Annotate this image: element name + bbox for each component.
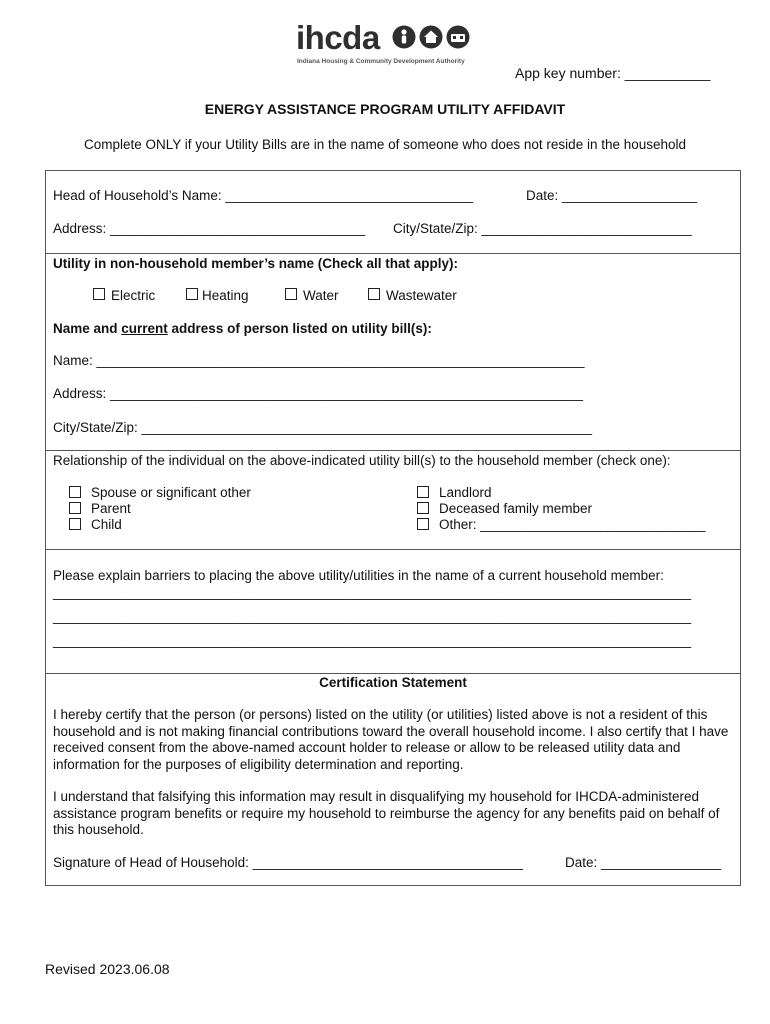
barriers-line-3[interactable]: _____________________________________________________________________________________ [53, 633, 692, 648]
child-checkbox[interactable] [69, 518, 81, 530]
household-city-field[interactable]: City/State/Zip: ____________________________ [393, 221, 692, 236]
child-label: Child [91, 517, 122, 532]
certification-paragraph-2: I understand that falsifying this information may result in disqualifying my household for IHCDA-administered assistance program benefits or require my household to reimburse the agency for any benefits paid on behalf of this household. [53, 789, 720, 837]
spouse-label: Spouse or significant other [91, 485, 251, 500]
logo-wordmark: ihcda [296, 19, 380, 56]
signature-field[interactable]: Signature of Head of Household: ____________________________________ [53, 855, 523, 870]
electric-label: Electric [111, 288, 156, 303]
barriers-heading: Please explain barriers to placing the above utility/utilities in the name of a current household member: [53, 568, 664, 583]
form-subtitle: Complete ONLY if your Utility Bills are in the name of someone who does not reside in the household [83, 137, 687, 152]
barriers-line-1[interactable]: _____________________________________________________________________________________ [53, 585, 692, 600]
house-icon [419, 25, 443, 49]
person-icon [392, 25, 416, 49]
logo-icons [392, 25, 470, 49]
signature-date-field[interactable]: Date: ________________ [565, 855, 722, 870]
bill-person-city-field[interactable]: City/State/Zip: ____________________________________________________________ [53, 420, 593, 435]
bill-person-name-field[interactable]: Name: _________________________________________________________________ [53, 353, 585, 368]
bill-person-heading-current: current [121, 321, 168, 336]
certification-heading: Certification Statement [319, 675, 467, 690]
household-address-field[interactable]: Address: __________________________________ [53, 221, 366, 236]
heating-label: Heating [202, 288, 249, 303]
deceased-label: Deceased family member [439, 501, 593, 516]
community-icon [446, 25, 470, 49]
landlord-label: Landlord [439, 485, 492, 500]
water-checkbox[interactable] [285, 288, 297, 300]
certification-paragraph-1: I hereby certify that the person (or persons) listed on the utility (or utilities) listed above is not a resident of this household and is not making financial contributions toward the overall household income. I also certify that I have received consent from the above-named account holder to release or allow to be released utility data and information for the purposes of eligibility determination and reporting. [53, 707, 729, 772]
other-field[interactable]: Other: ______________________________ [439, 517, 706, 532]
parent-label: Parent [91, 501, 131, 516]
household-section [45, 170, 741, 254]
bill-person-heading-post: address of person listed on utility bill(s): [167, 321, 432, 336]
parent-checkbox[interactable] [69, 502, 81, 514]
other-checkbox[interactable] [417, 518, 429, 530]
utility-heading: Utility in non-household member’s name (Check all that apply): [53, 256, 459, 271]
logo-subtitle: Indiana Housing & Community Development Authority [297, 58, 465, 65]
bill-person-heading-pre: Name and [53, 321, 122, 336]
app-key-field[interactable]: App key number: ___________ [515, 65, 711, 81]
spouse-checkbox[interactable] [69, 486, 81, 498]
household-name-field[interactable]: Head of Household’s Name: _________________________________ [53, 188, 474, 203]
landlord-checkbox[interactable] [417, 486, 429, 498]
bill-person-heading [53, 321, 432, 336]
bill-person-address-field[interactable]: Address: _______________________________________________________________ [53, 386, 584, 401]
household-date-field[interactable]: Date: __________________ [526, 188, 698, 203]
water-label: Water [303, 288, 339, 303]
wastewater-checkbox[interactable] [368, 288, 380, 300]
heating-checkbox[interactable] [186, 288, 198, 300]
relationship-heading: Relationship of the individual on the above-indicated utility bill(s) to the household member (check one): [53, 453, 671, 468]
deceased-checkbox[interactable] [417, 502, 429, 514]
electric-checkbox[interactable] [93, 288, 105, 300]
revision-note: Revised 2023.06.08 [45, 961, 170, 977]
form-title: ENERGY ASSISTANCE PROGRAM UTILITY AFFIDAVIT [204, 101, 566, 117]
barriers-line-2[interactable]: _____________________________________________________________________________________ [53, 609, 692, 624]
ihcda-logo [296, 20, 496, 70]
wastewater-label: Wastewater [386, 288, 457, 303]
